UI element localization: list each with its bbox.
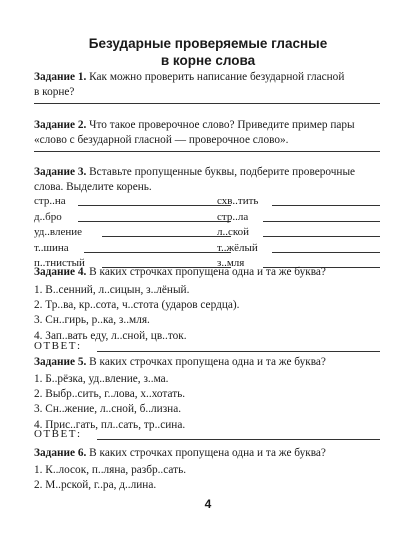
task4-options	[34, 283, 239, 344]
word-row[interactable]	[217, 210, 258, 226]
fill-line[interactable]	[84, 252, 231, 253]
word: п..тнистый	[34, 257, 85, 270]
page-title	[0, 35, 416, 69]
task3-text-line-2: слова. Выделите корень.	[34, 181, 152, 193]
word: л..ской	[217, 226, 250, 239]
task3-right-column	[217, 194, 258, 272]
word: стр..ла	[217, 210, 249, 223]
task3-label: Задание 3.	[34, 166, 87, 178]
word: уд..вление	[34, 226, 82, 239]
list-item: 2. М..рской, г..ра, д..лина.	[34, 479, 157, 492]
task6-text: В каких строчках пропущена одна и та же буква?	[89, 447, 326, 459]
task5-answer-label: ОТВЕТ:	[34, 428, 82, 440]
word: д..бро	[34, 210, 62, 223]
task2-answer-line[interactable]	[34, 151, 380, 152]
task3-text-line-1	[34, 165, 386, 180]
task6-label: Задание 6.	[34, 447, 87, 459]
list-item: 3. Сн..гирь, р..ка, з..мля.	[34, 314, 150, 327]
task4-question	[34, 265, 386, 280]
fill-line[interactable]	[272, 205, 380, 206]
task1-label: Задание 1.	[34, 71, 87, 83]
fill-line[interactable]	[263, 221, 380, 222]
word-row[interactable]	[34, 210, 85, 226]
word: т..жёлый	[217, 241, 258, 254]
task5-label: Задание 5.	[34, 356, 87, 368]
list-item: 1. Б..рёзка, уд..вление, з..ма.	[34, 373, 169, 385]
word-row[interactable]	[217, 241, 258, 257]
word-row[interactable]	[34, 194, 85, 210]
title-line-2: в корне слова	[160, 53, 256, 68]
word-row[interactable]	[34, 225, 85, 241]
list-item: 4. Прис..гать, пл..сать, тр..сина.	[34, 418, 186, 431]
fill-line[interactable]	[78, 221, 231, 222]
task2-question: Что такое проверочное слово? Приведите пример пары	[89, 119, 355, 131]
word-row[interactable]	[34, 241, 85, 257]
task4-label: Задание 4.	[34, 266, 87, 278]
list-item: 2. Тр..ва, кр..сота, ч..стота (ударов сердца).	[34, 299, 240, 312]
list-item: 1. К..лосок, п..ляна, разбр..сать.	[34, 464, 187, 476]
task1-text-line-1	[34, 70, 386, 85]
task5-answer-line[interactable]	[97, 439, 380, 440]
task6-options	[34, 463, 186, 493]
list-item: 1. В..сенний, л..сицын, з..лёный.	[34, 284, 190, 296]
task3-left-column	[34, 194, 85, 272]
list-item: 3. Сн..жение, л..сной, б..лизна.	[34, 403, 182, 416]
word-row[interactable]	[217, 194, 258, 210]
word: з..мля	[217, 257, 245, 270]
task1-answer-line[interactable]	[34, 103, 380, 104]
task1-text-line-2: в корне?	[34, 86, 75, 98]
task5-question	[34, 355, 386, 370]
task2-text-line-1	[34, 118, 386, 133]
word: стр..на	[34, 195, 66, 207]
task5-options	[34, 372, 185, 433]
task1-question: Как можно проверить написание безударной гласной	[89, 71, 345, 83]
task4-answer-line[interactable]	[97, 351, 380, 352]
page-number: 4	[204, 497, 212, 511]
fill-line[interactable]	[102, 236, 231, 237]
task4-text: В каких строчках пропущена одна и та же буква?	[89, 266, 326, 278]
word: т..шина	[34, 241, 69, 254]
fill-line[interactable]	[272, 252, 380, 253]
fill-line[interactable]	[263, 236, 380, 237]
task2-text-line-2: «слово с безударной гласной — проверочное слово».	[34, 134, 289, 146]
fill-line[interactable]	[78, 205, 231, 206]
task2-label: Задание 2.	[34, 119, 87, 131]
list-item: 2. Выбр..сить, г..лова, х..хотать.	[34, 388, 186, 401]
task6-question	[34, 446, 386, 461]
title-line-1: Безударные проверяемые гласные	[88, 36, 328, 51]
task4-answer-label: ОТВЕТ:	[34, 340, 82, 352]
word: схв..тить	[217, 195, 259, 207]
task3-instruction: Вставьте пропущенные буквы, подберите проверочные	[89, 166, 356, 178]
task5-text: В каких строчках пропущена одна и та же буква?	[89, 356, 326, 368]
word-row[interactable]	[217, 225, 258, 241]
list-item: 4. Зап..вать еду, л..сной, цв..ток.	[34, 329, 187, 342]
